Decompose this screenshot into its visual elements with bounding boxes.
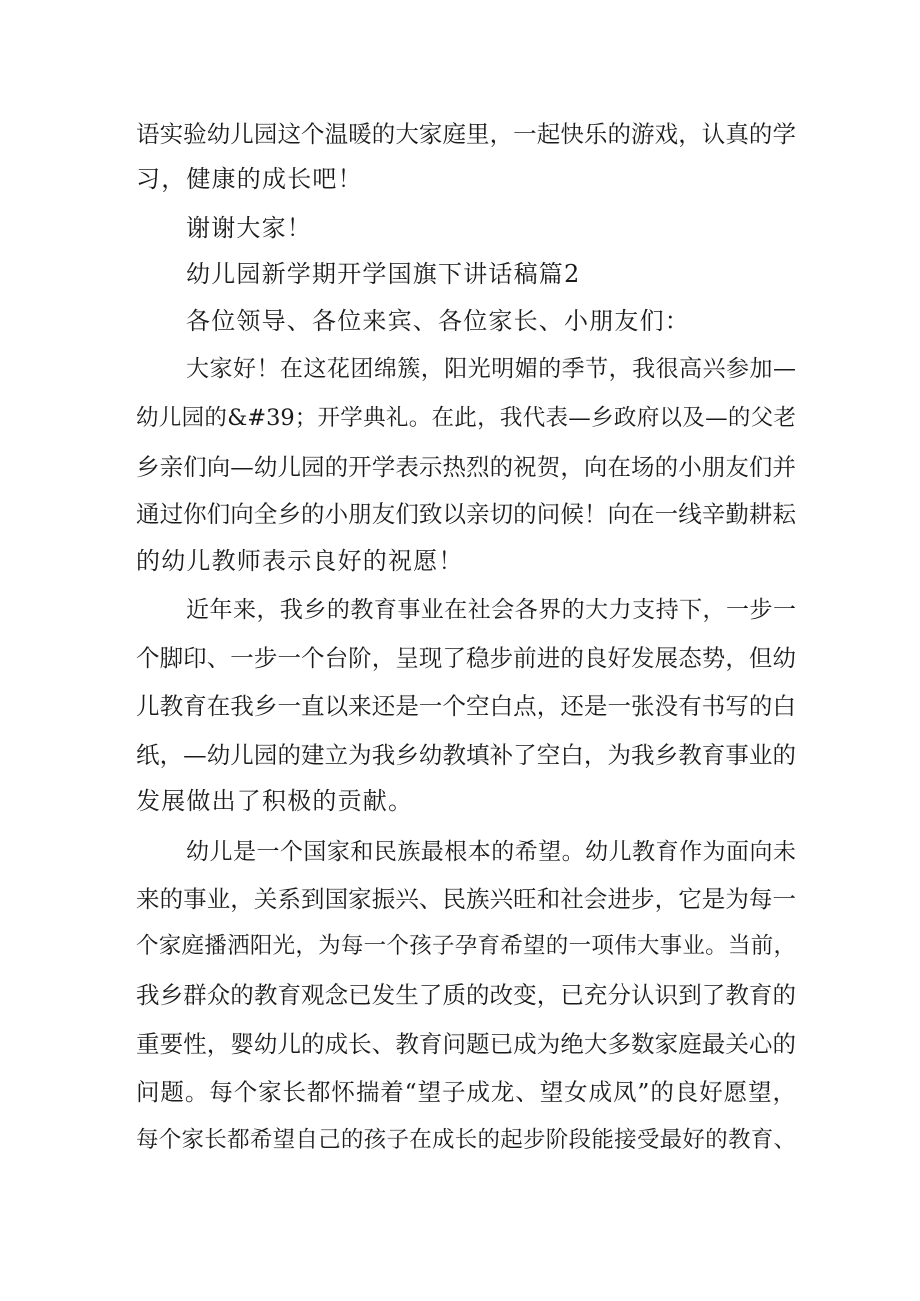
text-line: 儿教育在我乡一直以来还是一个空白点，还是一张没有书写的白 <box>136 692 796 720</box>
text-line: 谢谢大家！ <box>186 214 312 242</box>
text-line: 每个家长都希望自己的孩子在成长的起步阶段能接受最好的教育、 <box>136 1127 796 1153</box>
section-heading: 幼儿园新学期开学国旗下讲话稿篇2 <box>186 260 581 288</box>
text-line: 纸，—幼儿园的建立为我乡幼教填补了空白，为我乡教育事业的 <box>136 741 796 769</box>
text-line: 幼儿园的&#39；开学典礼。在此，我代表—乡政府以及—的父老 <box>136 405 796 431</box>
text-line: 我乡群众的教育观念已发生了质的改变，已充分认识到了教育的 <box>136 981 796 1009</box>
text-line: 语实验幼儿园这个温暖的大家庭里，一起快乐的游戏，认真的学 <box>136 120 796 148</box>
text-line: 个脚印、一步一个台阶，呈现了稳步前进的良好发展态势，但幼 <box>136 644 796 672</box>
text-line: 个家庭播洒阳光，为每一个孩子孕育希望的一项伟大事业。当前， <box>136 933 796 959</box>
text-line: 近年来，我乡的教育事业在社会各界的大力支持下，一步一 <box>186 597 796 623</box>
text-line: 大家好！在这花团绵簇，阳光明媚的季节，我很高兴参加— <box>186 356 796 382</box>
text-line: 通过你们向全乡的小朋友们致以亲切的问候！向在一线辛勤耕耘 <box>136 500 796 528</box>
text-line: 重要性，婴幼儿的成长、教育问题已成为绝大多数家庭最关心的 <box>136 1030 796 1058</box>
text-line: 幼儿是一个国家和民族最根本的希望。幼儿教育作为面向未 <box>186 839 796 865</box>
text-line: 问题。每个家长都怀揣着“望子成龙、望女成凤”的良好愿望， <box>136 1078 796 1106</box>
text-line: 乡亲们向—幼儿园的开学表示热烈的祝贺，向在场的小朋友们并 <box>136 453 796 481</box>
text-line: 来的事业，关系到国家振兴、民族兴旺和社会进步，它是为每一 <box>136 885 796 913</box>
salutation: 各位领导、各位来宾、各位家长、小朋友们： <box>186 307 690 335</box>
text-line: 发展做出了积极的贡献。 <box>136 787 414 815</box>
text-line: 习，健康的成长吧！ <box>136 165 363 193</box>
text-line: 的幼儿教师表示良好的祝愿！ <box>136 547 464 575</box>
